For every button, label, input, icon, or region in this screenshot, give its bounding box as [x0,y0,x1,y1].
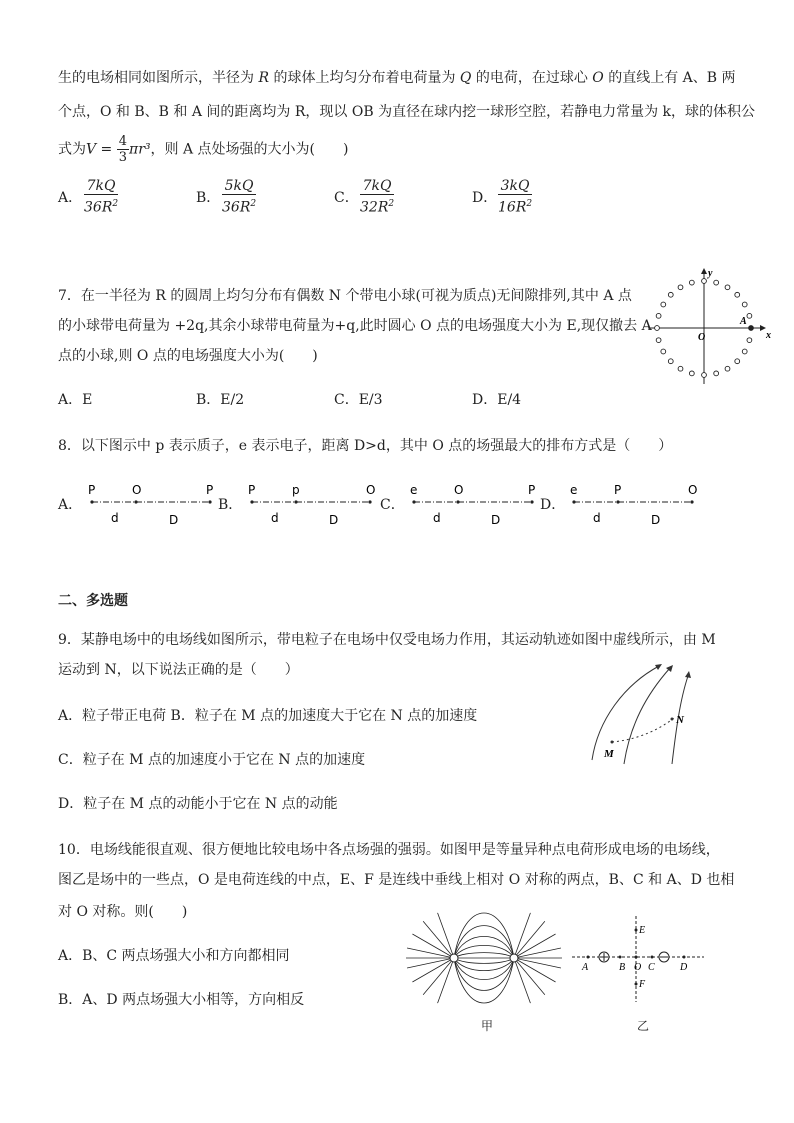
fraction-numerator: 5kQ [222,178,256,195]
field-ray [412,934,454,958]
q8-point-label: O [366,483,376,497]
q6-option-a[interactable]: A． [58,190,83,206]
q9-option-c[interactable]: C．粒子在 M 点的加速度小于它在 N 点的加速度 [58,752,366,768]
denominator-base: 36R [84,199,113,216]
q8-point [250,500,253,503]
q7-option-b[interactable]: B．E/2 [196,392,245,408]
distance-d-label: d [433,511,441,525]
charge [661,349,666,354]
q8-option-b[interactable]: B． [218,497,243,513]
volume-frac-num: 4 [118,134,128,149]
field-line [454,958,514,990]
q7-line2: 的小球带电荷量为 +2q,其余小球带电荷量为+q,此时圆心 O 点的电场强度大小为 E,现仅撤去 A [58,318,652,334]
q6-line1: 生的电场相同如图所示，半径为 R 的球体上均匀分布着电荷量为 Q 的电荷，在过球心 O 的直线上有 A、B 两 [58,70,736,86]
charge [747,313,752,318]
q6-option-b[interactable]: B． [196,190,221,206]
charge [714,280,719,285]
charge [714,371,719,376]
charge [656,313,661,318]
q8-option-c[interactable]: C． [380,497,405,513]
denominator-base: 16R [498,199,527,216]
distance-D-label: D [651,513,661,527]
q8-point-label: e [410,483,418,497]
q8-point-label: p [292,483,300,497]
denominator-base: 32R [360,199,389,216]
field-line [454,958,514,963]
charge [678,366,683,371]
point-a-label: A [740,316,747,327]
fraction-denominator [84,195,118,217]
q8-point-label: P [528,483,536,497]
origin-label: O [698,332,706,343]
charge [742,349,747,354]
x-axis-label: x [766,330,771,341]
q7-line3: 点的小球,则 O 点的电场强度大小为( ) [58,348,318,364]
q6-option-d-fraction [498,178,532,217]
q7-ring-figure [648,266,778,386]
q8-point [572,500,575,503]
q6-option-b-fraction [222,178,256,217]
dipole-field-lines [406,913,562,1003]
distance-D-label: D [169,513,179,527]
pt-o: O [634,962,642,973]
q8-point [616,500,619,503]
q6-option-a-fraction [84,178,118,217]
charge [656,338,661,343]
q8-point [690,500,693,503]
distance-D-label: D [329,513,339,527]
fraction-denominator [222,195,256,217]
q6-option-c[interactable]: C． [334,190,359,206]
q7-option-c[interactable]: C．E/3 [334,392,383,408]
q8-point [90,500,93,503]
distance-d-label: d [271,511,279,525]
fig-yi-caption: 乙 [637,1019,650,1033]
pt-c: C [648,962,655,973]
fraction-numerator: 3kQ [498,178,532,195]
point-m-label: M [604,748,614,760]
volume-frac-den: 3 [118,150,128,165]
charge [655,326,660,331]
denominator-exponent: 2 [388,199,395,209]
q8-option-a[interactable]: A． [58,497,83,513]
fraction-denominator [498,195,532,217]
q9-option-ab[interactable]: A．粒子带正电荷 B．粒子在 M 点的加速度大于它在 N 点的加速度 [58,708,478,724]
field-ray [438,913,454,958]
pt-a: A [582,962,589,973]
charge [661,302,666,307]
fraction-denominator [360,195,394,217]
field-line [454,945,514,958]
q8-point-label: O [454,483,464,497]
field-line [454,913,514,958]
q8-point-label: O [688,483,698,497]
q7-option-a[interactable]: A．E [58,392,93,408]
q9-line1: 9．某静电场中的电场线如图所示，带电粒子在电场中仅受电场力作用，其运动轨迹如图中虚线所示，由 M [58,632,716,648]
q8-line1: 8．以下图示中 p 表示质子，e 表示电子，距离 D>d，其中 O 点的场强最大的排布方式是（ ） [58,438,673,454]
charge [702,279,707,284]
q8-point [456,500,459,503]
charge [747,338,752,343]
denominator-exponent: 2 [112,199,119,209]
charge-a [749,326,754,331]
q8-option-c-diagram [406,480,538,530]
q9-line2: 运动到 N，以下说法正确的是（ ） [58,662,299,678]
q8-option-a-diagram [84,480,216,530]
distance-d-label: d [593,511,601,525]
q6-line3: 式为V = $\frac{4}{3}$ πr³，则 A 点处场强的大小为( ) [58,134,349,165]
charge [689,280,694,285]
q8-point [368,500,371,503]
field-line [454,958,514,971]
q8-point-label: P [248,483,256,497]
q8-option-b-diagram [244,480,376,530]
q8-point [134,500,137,503]
q8-point-label: P [88,483,96,497]
q6-option-d[interactable]: D． [472,190,498,206]
pt-d: D [680,962,688,973]
q9-option-d[interactable]: D．粒子在 M 点的动能小于它在 N 点的动能 [58,796,338,812]
q10-line3: 对 O 对称。则( ) [58,904,188,920]
q7-line1: 7．在一半径为 R 的圆周上均匀分布有偶数 N 个带电小球(可视为质点)无间隙排列,其中 A 点 [58,288,632,304]
denominator-base: 36R [222,199,251,216]
q6-line2: 个点，O 和 B、B 和 A 间的距离均为 R，现以 OB 为直径在球内挖一球形空腔，若静电力常量为 k，球的体积公 [58,104,756,120]
charge [678,285,683,290]
field-line [454,926,514,958]
q8-point-label: P [614,483,622,497]
fig-jia-caption: 甲 [481,1019,494,1033]
q8-point-label: O [132,483,142,497]
charge [735,359,740,364]
points-figure-yi [568,910,708,1010]
section-multiple-choice: 二、多选题 [58,593,128,609]
y-axis-label: y [708,268,713,279]
field-line [454,953,514,958]
charge [702,373,707,378]
q8-option-d-diagram [566,480,698,530]
fraction-numerator: 7kQ [84,178,118,195]
q9-field-lines-figure [584,660,704,770]
charge [725,285,730,290]
volume-pir3: πr³ [129,141,151,158]
q8-option-d[interactable]: D． [540,497,566,513]
q10-line2: 图乙是场中的一些点，O 是电荷连线的中点，E、F 是连线中垂线上相对 O 对称的两点，B、C 和 A、D 也相 [58,872,735,888]
field-line [454,958,514,1003]
charge [725,366,730,371]
field-ray [412,958,454,982]
charge [735,292,740,297]
point-n-label: N [676,714,684,726]
field-ray [514,934,556,958]
fraction-numerator: 7kQ [360,178,394,195]
q8-point-label: e [570,483,578,497]
field-ray [514,958,556,982]
q6-option-c-fraction [360,178,394,217]
q10-option-a[interactable]: A．B、C 两点场强大小和方向都相同 [58,948,290,964]
q8-point [208,500,211,503]
denominator-exponent: 2 [526,199,533,209]
denominator-exponent: 2 [250,199,257,209]
charge [668,292,673,297]
q8-point [294,500,297,503]
q8-point [530,500,533,503]
charge [689,371,694,376]
q10-line1: 10．电场线能很直观、很方便地比较电场中各点场强的强弱。如图甲是等量异种点电荷形成电场的电场线， [58,842,720,858]
charge [668,359,673,364]
dipole-field-figure-jia [402,904,572,1014]
pt-e: E [639,925,646,936]
q10-option-b[interactable]: B．A、D 两点场强大小相等，方向相反 [58,992,305,1008]
field-ray [514,913,530,958]
q8-point [412,500,415,503]
distance-d-label: d [111,511,119,525]
field-ray [514,958,530,1003]
field-ray [438,958,454,1003]
distance-D-label: D [491,513,501,527]
charge [742,302,747,307]
pt-b: B [619,962,626,973]
pt-f: F [639,979,646,990]
q7-option-d[interactable]: D．E/4 [472,392,522,408]
q8-point-label: P [206,483,214,497]
